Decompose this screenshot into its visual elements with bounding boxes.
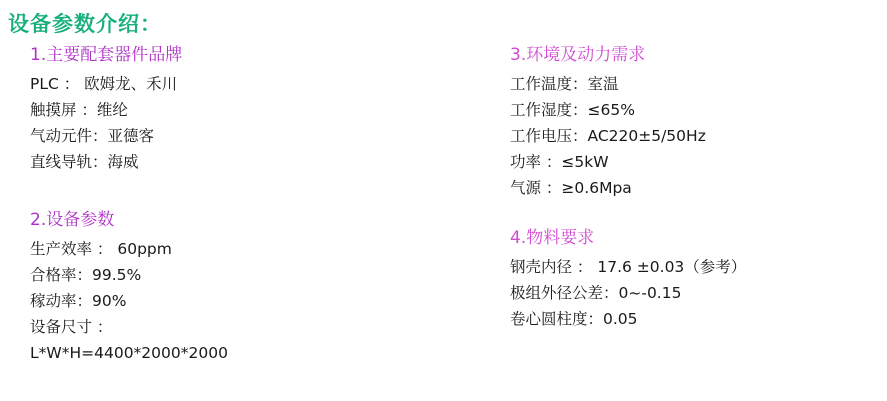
detail-line: 直线导轨：海威: [30, 153, 139, 171]
detail-line: 设备尺寸 ：: [30, 318, 113, 336]
section-brands: [30, 40, 455, 175]
left-column: [0, 40, 455, 370]
detail-line: 生产效率 ： 60ppm: [30, 240, 172, 258]
detail-line: 触摸屏 ：维纶: [30, 101, 128, 119]
section-equipment-params: [30, 205, 455, 366]
section-spacer: [510, 205, 887, 223]
section-material-requirements: [510, 223, 887, 332]
right-column: [455, 40, 887, 370]
section-environment: [510, 40, 887, 201]
detail-line: 工作湿度：≤65%: [510, 101, 635, 119]
detail-line: 稼动率：90%: [30, 292, 127, 310]
detail-line: 工作电压：AC220±5/50Hz: [510, 127, 706, 145]
content-columns: [0, 40, 887, 370]
detail-line: 功率 ：≤5kW: [510, 153, 609, 171]
detail-line: 卷心圆柱度：0.05: [510, 310, 638, 328]
detail-line: PLC ： 欧姆龙、禾川: [30, 75, 178, 93]
section-spacer: [30, 179, 455, 205]
detail-line: L*W*H=4400*2000*2000: [30, 344, 228, 362]
section-heading: 4.物料要求: [510, 228, 595, 248]
page-title: 设备参数介绍：: [8, 12, 162, 36]
detail-line: 气动元件：亚德客: [30, 127, 155, 145]
section-heading: 2.设备参数: [30, 210, 115, 230]
section-heading: 1.主要配套器件品牌: [30, 45, 183, 65]
detail-line: 钢壳内径 ： 17.6 ±0.03（参考）: [510, 258, 747, 276]
detail-line: 工作温度：室温: [510, 75, 619, 93]
section-heading: 3.环境及动力需求: [510, 45, 646, 65]
detail-line: 气源 ：≥0.6Mpa: [510, 179, 632, 197]
detail-line: 极组外径公差：0~-0.15: [510, 284, 682, 302]
detail-line: 合格率：99.5%: [30, 266, 142, 284]
